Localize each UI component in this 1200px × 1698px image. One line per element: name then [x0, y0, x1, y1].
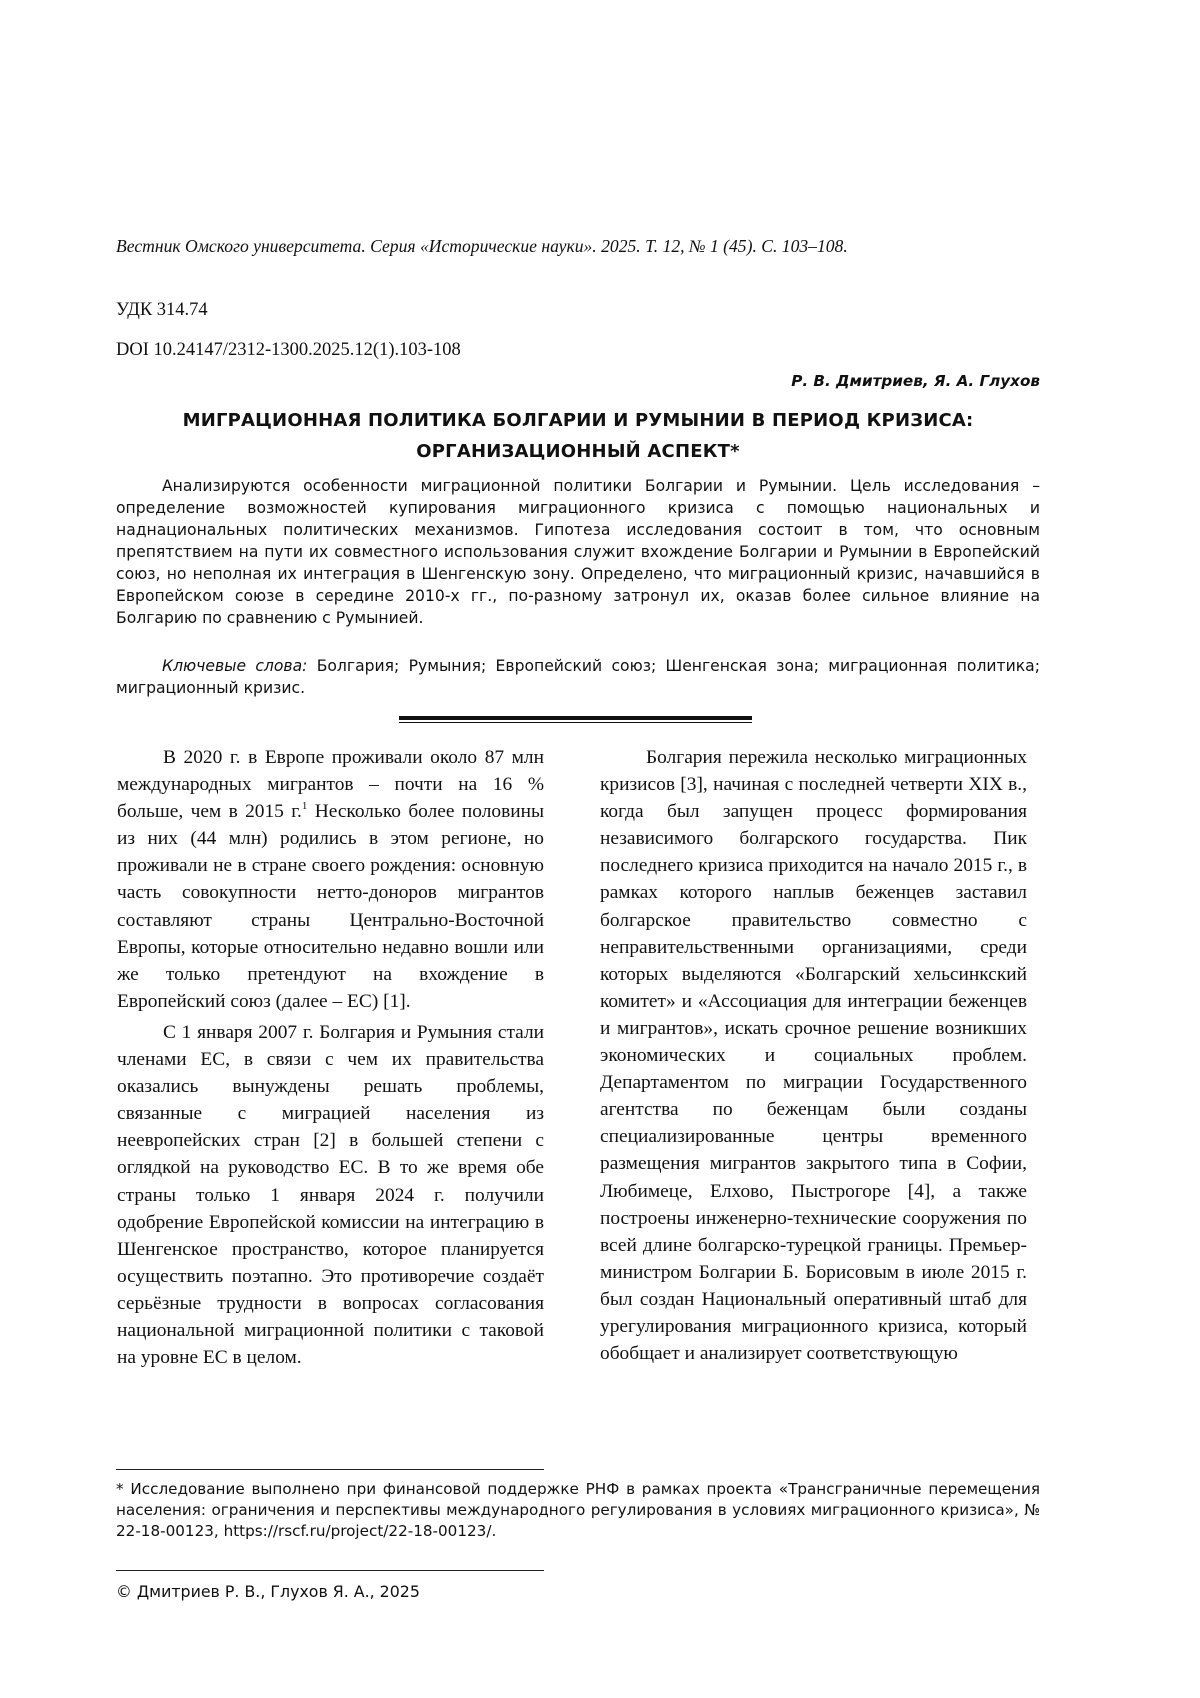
title-line-1: МИГРАЦИОННАЯ ПОЛИТИКА БОЛГАРИИ И РУМЫНИИ В ПЕРИОД КРИЗИСА: — [182, 410, 974, 431]
footnote-marker: 1 — [301, 800, 308, 813]
paragraph-text: В 2020 г. в Европе проживали около 87 млн международных мигрантов – почти на 16 % больше, чем в 2015 г. — [117, 747, 544, 823]
paragraph: Болгария пережила несколько миграционных кризисов [3], начиная с последней четверти XIX в., когда был запущен процесс формирования независимого болгарского государства. Пик последнего кризиса приходится на начало 2015 г., в рамках которого наплыв беженцев заставил болгарское правительство совместно с неправительственными организациями, среди которых выделяются «Болгарский хельсинкский комитет» и «Ассоциация для интеграции беженцев и мигрантов», искать срочное решение возникших экономических и социальных проблем. Департаментом по миграции Государственного агентства по беженцам были созданы специализированные центры временного размещения мигрантов закрытого типа в Софии, Любимеце, Елхово, Пыстрогоре [4], а также построены инженерно-технические сооружения по всей длине болгарско-турецкой границы. Премьер-министром Болгарии Б. Борисовым в июле 2015 г. был создан Национальный оперативный штаб для урегулирования миграционного кризиса, который обобщает и анализирует соответствующую — [600, 747, 1027, 1365]
body-column-left — [117, 744, 544, 1371]
udc-code: УДК 314.74 — [116, 300, 208, 320]
abstract: Анализируются особенности миграционной политики Болгарии и Румынии. Цель исследования – определение возможностей купирования миграционного кризиса с помощью национальных и наднациональных политических механизмов. Гипотеза исследования состоит в том, что основным препятствием на пути их совместного использования служит вхождение Болгарии и Румынии в Европейский союз, но неполная их интеграция в Шенгенскую зону. Определено, что миграционный кризис, начавшийся в Европейском союзе в середине 2010-х гг., по-разному затронул их, оказав более сильное влияние на Болгарию по сравнению с Румынией. — [116, 477, 1040, 627]
paragraph: С 1 января 2007 г. Болгария и Румыния стали членами ЕС, в связи с чем их правительства оказались вынуждены решать проблемы, связанные с миграцией населения из неевропейских стран [2] в большей степени с оглядкой на руководство ЕС. В то же время обе страны только 1 января 2024 г. получили одобрение Европейской комиссии на интеграцию в Шенгенское пространство, которое планируется осуществить поэтапно. Это противоречие создаёт серьёзные трудности в вопросах согласования национальной миграционной политики с таковой на уровне ЕС в целом. — [117, 1021, 544, 1369]
article-title — [116, 405, 1040, 467]
keywords-label: Ключевые слова: — [162, 657, 308, 675]
doi: DOI 10.24147/2312-1300.2025.12(1).103-108 — [116, 340, 461, 360]
keywords-text: Болгария; Румыния; Европейский союз; Шенгенская зона; миграционная политика; миграционный кризис. — [116, 657, 1040, 697]
footnote-rule — [116, 1469, 544, 1470]
journal-reference: Вестник Омского университета. Серия «Исторические науки». 2025. Т. 12, № 1 (45). С. 103–108. — [116, 236, 848, 256]
title-line-2: ОРГАНИЗАЦИОННЫЙ АСПЕКТ* — [416, 441, 740, 462]
paragraph-text: Несколько более половины из них (44 млн) родились в этом регионе, но проживали не в стране своего рождения: основную часть совокупности нетто-доноров мигрантов составляют страны Центрально-Восточной Европы, которые относительно недавно вошли или же только претендуют на вхождение в Европейский союз (далее – ЕС) [1]. — [117, 801, 545, 1012]
keywords — [116, 655, 1040, 699]
double-rule-separator — [399, 716, 752, 723]
article-authors: Р. В. Дмитриев, Я. А. Глухов — [791, 372, 1040, 390]
copyright: © Дмитриев Р. В., Глухов Я. А., 2025 — [116, 1582, 420, 1601]
paragraph — [117, 744, 544, 1015]
body-column-right — [600, 744, 1027, 1367]
footnote: * Исследование выполнено при финансовой поддержке РНФ в рамках проекта «Трансграничные перемещения населения: ограничения и перспективы международного регулирования в условиях миграционного кризиса», № 22-18-00123, https://rscf.ru/project/22-18-00123/. — [116, 1480, 1040, 1540]
copyright-rule — [116, 1570, 544, 1571]
